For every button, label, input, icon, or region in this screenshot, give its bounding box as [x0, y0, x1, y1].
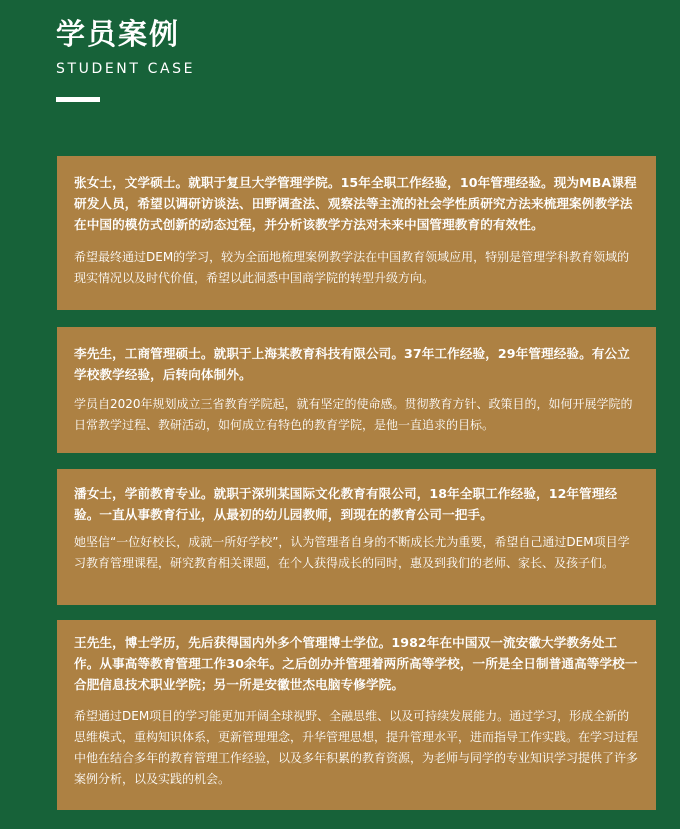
title-divider: [56, 97, 100, 102]
case-lead: 王先生，博士学历，先后获得国内外多个管理博士学位。1982年在中国双一流安徽大学教务处工作。从事高等教育管理工作30余年。之后创办并管理着两所高等学校，一所是全日制普通高等学校一合肥信息技术职业学院；另一所是安徽世杰电脑专修学院。: [74, 635, 638, 692]
case-description: 她坚信“一位好校长，成就一所好学校”，认为管理者自身的不断成长尤为重要，希望自己通过DEM项目学习教育管理课程，研究教育相关课题，在个人获得成长的同时，惠及到我们的老师、家长、及孩子们。: [74, 535, 630, 570]
page-subtitle: STUDENT CASE: [56, 61, 196, 77]
case-description: 希望最终通过DEM的学习，较为全面地梳理案例教学法在中国教育领域应用，特别是管理学科教育领域的现实情况以及时代价值，希望以此洞悉中国商学院的转型升级方向。: [74, 250, 630, 285]
case-card: [57, 327, 656, 453]
page-title: 学员案例: [56, 17, 181, 51]
case-card: [57, 620, 656, 810]
case-description: 希望通过DEM项目的学习能更加开阔全球视野、全融思维、以及可持续发展能力。通过学习，形成全新的思维模式，重构知识体系，更新管理理念，升华管理思想，提升管理水平，进而指导工作实践。在学习过程中他在结合多年的教育管理工作经验，以及多年积累的教育资源，为老师与同学的专业知识学习提供了许多案例分析，以及实践的机会。: [74, 709, 639, 786]
case-lead: 张女士，文学硕士。就职于复旦大学管理学院。15年全职工作经验，10年管理经验。现为MBA课程研发人员，希望以调研访谈法、田野调查法、观察法等主流的社会学性质研究方法来梳理案例教学法在中国的模仿式创新的动态过程，并分析该教学方法对未来中国管理教育的有效性。: [74, 175, 637, 232]
case-lead: 潘女士，学前教育专业。就职于深圳某国际文化教育有限公司，18年全职工作经验，12年管理经验。一直从事教育行业，从最初的幼儿园教师，到现在的教育公司一把手。: [74, 486, 618, 522]
case-description: 学员自2020年规划成立三省教育学院起，就有坚定的使命感。贯彻教育方针、政策目的，如何开展学院的日常教学过程、教研活动，如何成立有特色的教育学院，是他一直追求的目标。: [74, 397, 633, 432]
case-card: [57, 469, 656, 605]
case-lead: 李先生，工商管理硕士。就职于上海某教育科技有限公司。37年工作经验，29年管理经验。有公立学校教学经验，后转向体制外。: [74, 346, 630, 382]
case-card: [57, 156, 656, 310]
page-header: [56, 14, 195, 78]
